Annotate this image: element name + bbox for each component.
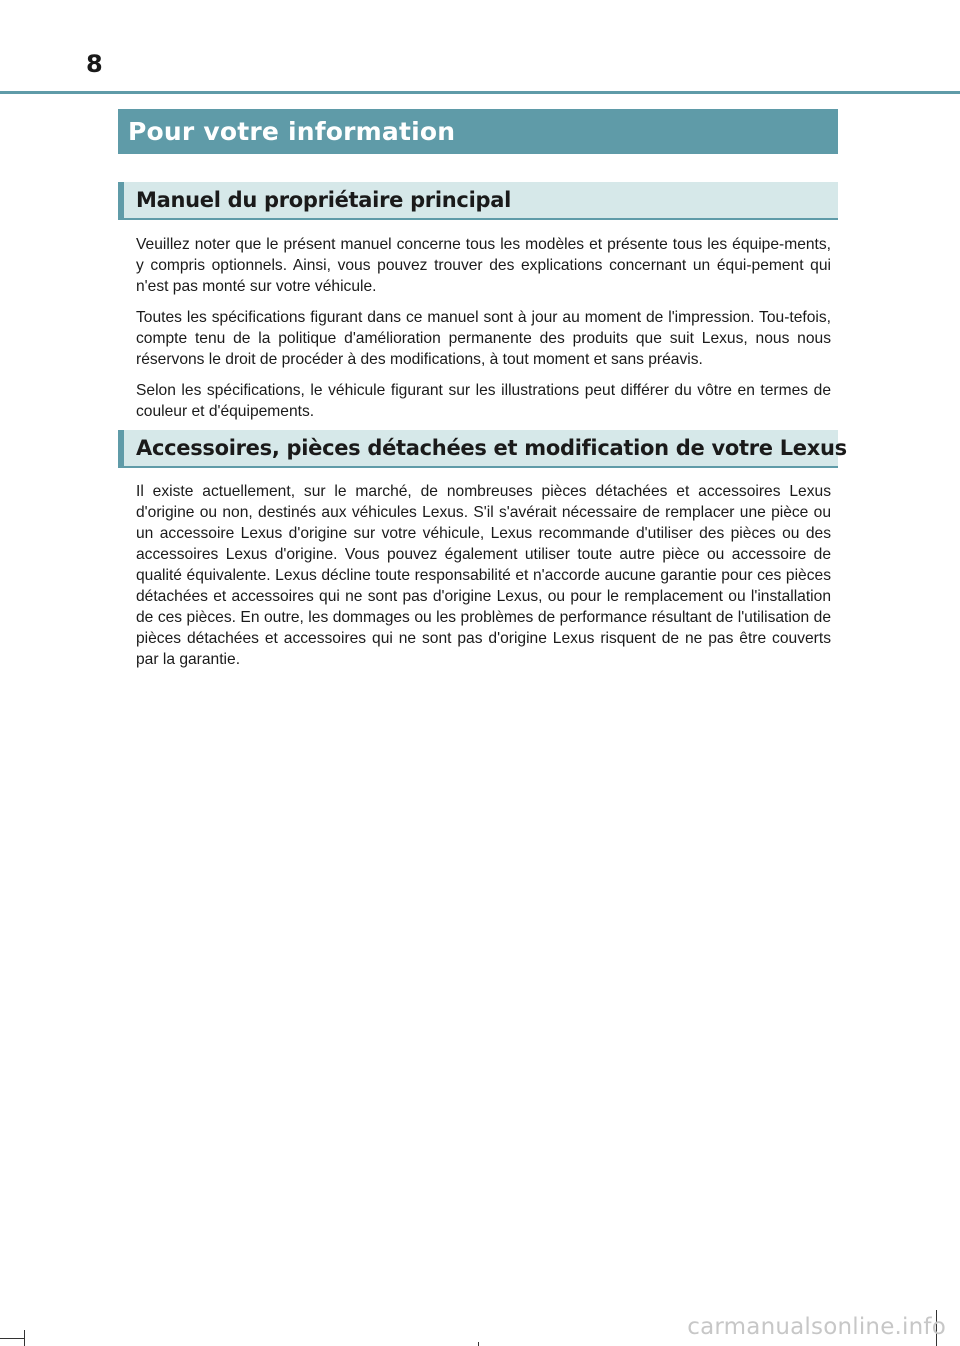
crop-mark xyxy=(0,1338,24,1339)
section-body-owners-manual xyxy=(136,234,831,432)
paragraph: Veuillez noter que le présent manuel concerne tous les modèles et présente tous les équipe-ments, y compris optionnels. Ainsi, vous pouvez trouver des explications concernant un équi-pement qui n'est pas monté sur votre véhicule. xyxy=(136,236,831,295)
section-heading: Accessoires, pièces détachées et modification de votre Lexus xyxy=(136,436,847,460)
watermark-text: carmanualsonline.info xyxy=(687,1314,946,1340)
main-title-bar xyxy=(118,109,838,154)
crop-mark xyxy=(478,1342,479,1346)
section-body-accessories xyxy=(136,481,831,680)
paragraph: Il existe actuellement, sur le marché, de nombreuses pièces détachées et accessoires Lexus d'origine ou non, destinés aux véhicules Lexus. S'il s'avérait nécessaire de remplacer une pièce ou un accessoire Lexus d'origine sur votre véhicule, Lexus recommande d'utiliser des pièces ou des accessoires Lexus d'origine. Vous pouvez également utiliser toute autre pièce ou accessoire de qualité équivalente. Lexus décline toute responsabilité et n'accorde aucune garantie pour ces pièces détachées et accessoires qui ne sont pas d'origine Lexus, ou pour le remplacement ou l'installation de ces pièces. En outre, les dommages ou les problèmes de performance résultant de l'utilisation de pièces détachées et accessoires qui ne sont pas d'origine Lexus risquent de ne pas être couverts par la garantie. xyxy=(136,483,831,668)
page-title: Pour votre information xyxy=(128,117,456,146)
section-header-accessories xyxy=(118,430,847,468)
page-number: 8 xyxy=(86,50,103,78)
paragraph: Toutes les spécifications figurant dans ce manuel sont à jour au moment de l'impression. Tou-tefois, compte tenu de la politique d'amélioration permanente des produits que suit Lexus, nous nous réservons le droit de procéder à des modifications, à tout moment et sans préavis. xyxy=(136,309,831,368)
section-heading: Manuel du propriétaire principal xyxy=(136,188,511,212)
paragraph: Selon les spécifications, le véhicule figurant sur les illustrations peut différer du vôtre en termes de couleur et d'équipements. xyxy=(136,382,831,420)
header-rule xyxy=(0,91,960,94)
crop-mark xyxy=(24,1330,25,1346)
section-header-owners-manual xyxy=(118,182,838,220)
